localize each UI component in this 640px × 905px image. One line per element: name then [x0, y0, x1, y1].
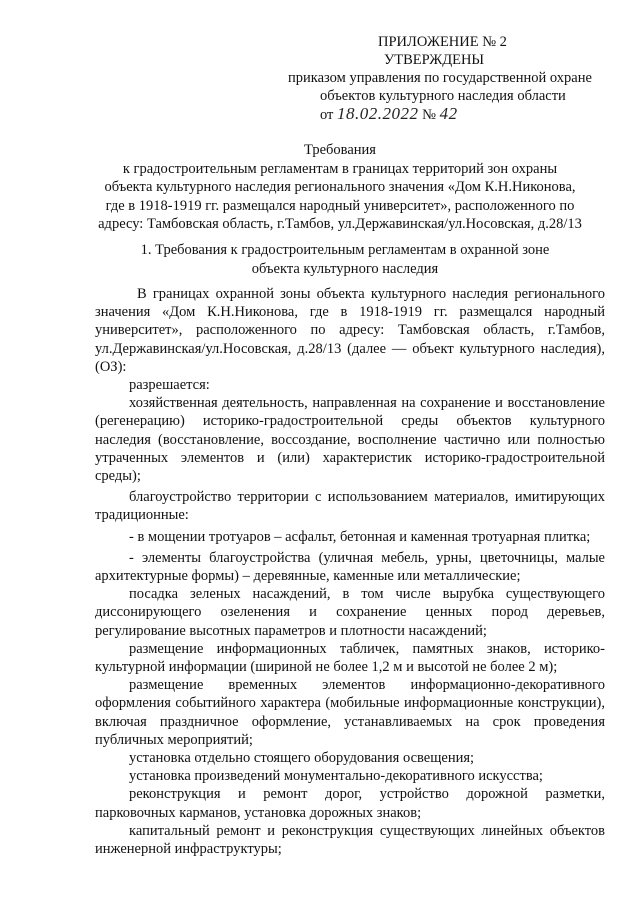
paragraph: посадка зеленых насаждений, в том числе вырубка существующего диссонирующего озеленения и сохранение ценных пород деревьев, регулирование высотных параметров и плотности насаждений; [95, 586, 605, 639]
paragraph: размещение информационных табличек, памятных знаков, историко-культурной информации (шириной не более 1,2 м и высотой не более 2 м); [95, 640, 605, 676]
paragraph: хозяйственная деятельность, направленная на сохранение и восстановление (регенерацию) историко-градостроительной среды объектов культурного наследия (восстановление, воссоздание, восполнение частично или полностью утраченных элементов и (или) характеристик историко-градостроительной среды); [95, 395, 605, 485]
section-heading-line1: 1. Требования к градостроительным регламентам в охранной зоне [140, 242, 550, 258]
title-line4: адресу: Тамбовская область, г.Тамбов, ул.Державинская/ул.Носовская, д.28/13 [98, 216, 582, 232]
paragraph: капитальный ремонт и реконструкция существующих линейных объектов инженерной инфраструктуры; [95, 822, 605, 858]
section-heading-line2: объекта культурного наследия [251, 260, 439, 277]
paragraph: реконструкция и ремонт дорог, устройство дорожной разметки, парковочных карманов, установка дорожных знаков; [95, 786, 605, 821]
title-line3: где в 1918-1919 гг. размещался народный университет», расположенного по [105, 197, 575, 214]
paragraph: размещение временных элементов информационно-декоративного оформления событийного характера (мобильные информационные конструкции), включая праздничное оформление, устанавливаемых на срок проведения публичных мероприятий; [95, 677, 605, 748]
approval-authority-line2: объектов культурного наследия области [320, 88, 566, 104]
number-prefix: № [422, 107, 436, 123]
title-line1: к градостроительным регламентам в границах территорий зон охраны [122, 160, 558, 177]
paragraph: установка произведений монументально-декоративного искусства; [129, 768, 543, 785]
approved-label: УТВЕРЖДЕНЫ [384, 52, 485, 68]
document-title [60, 141, 620, 234]
approval-authority-line1: приказом управления по государственной охране [288, 70, 592, 86]
date-prefix: от [320, 107, 334, 123]
paragraph: разрешается: [129, 377, 210, 394]
paragraph: благоустройство территории с использованием материалов, имитирующих традиционные: [95, 489, 605, 524]
section-heading [85, 241, 605, 278]
approval-date-line [280, 105, 610, 124]
handwritten-number: 42 [439, 104, 458, 123]
document-body [95, 285, 605, 858]
title-line2: объекта культурного наследия регионального значения «Дом К.Н.Никонова, [104, 179, 576, 195]
title-word: Требования [304, 142, 376, 158]
paragraph: - в мощении тротуаров – асфальт, бетонная и каменная тротуарная плитка; [129, 528, 591, 545]
approval-block [280, 33, 610, 124]
paragraph: В границах охранной зоны объекта культурного наследия регионального значения «Дом К.Н.Никонова, где в 1918-1919 гг. размещался народный университет», расположенного по адресу: Тамбовская область, г.Тамбов, ул.Державинская/ул.Носовская, д.28/13 (далее — объект культурного наследия), (ОЗ): [95, 286, 605, 375]
paragraph: - элементы благоустройства (уличная мебель, урны, цветочницы, малые архитектурные формы) – деревянные, каменные или металлические; [95, 549, 605, 585]
paragraph: установка отдельно стоящего оборудования освещения; [129, 750, 475, 767]
appendix-number: ПРИЛОЖЕНИЕ № 2 [378, 34, 507, 50]
handwritten-date: 18.02.2022 [337, 104, 419, 123]
